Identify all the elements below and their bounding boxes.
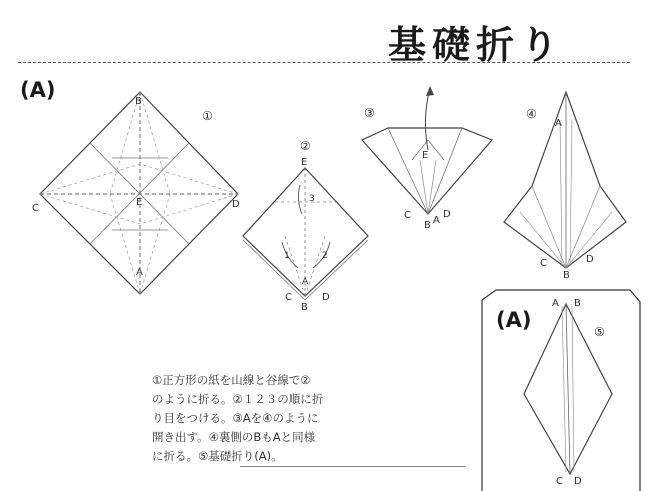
- instruction-line: に折る。⑤基礎折り(A)。: [152, 449, 283, 463]
- step-5-point-c: C: [556, 476, 563, 487]
- instruction-line: のように折る。②１２３の順に折: [152, 392, 324, 406]
- step-3-point-d: D: [443, 209, 451, 220]
- step-2-point-b: B: [301, 302, 308, 313]
- step-1-point-e: E: [136, 197, 143, 208]
- step-3-point-e: E: [422, 150, 429, 161]
- step-2-fold-1: 1: [284, 251, 290, 261]
- bottom-divider: [240, 466, 465, 467]
- step-1-point-c: C: [32, 203, 39, 214]
- step-4-number: ④: [526, 107, 537, 121]
- step-4-diagram: [504, 92, 626, 281]
- step-5-diagram: [524, 298, 612, 487]
- step-1-number: ①: [202, 109, 213, 123]
- step-2-point-e: E: [301, 157, 308, 168]
- section-label-a: (A): [20, 78, 56, 102]
- step-2-fold-2: 2: [322, 251, 328, 261]
- step-4-point-c: C: [540, 258, 547, 269]
- step-1-point-a: A: [136, 267, 143, 278]
- step-3-diagram: [362, 86, 492, 231]
- step-5-point-b: B: [574, 298, 581, 309]
- step-1-diagram: [32, 92, 240, 294]
- section-label-a-result: (A): [496, 308, 532, 332]
- step-2-point-d: D: [322, 292, 330, 303]
- step-3-point-c: C: [404, 210, 411, 221]
- step-5-point-d: D: [574, 476, 582, 487]
- instruction-line: ①正方形の紙を山線と谷線で②: [152, 373, 311, 387]
- instructions-text: [152, 371, 462, 466]
- step-4-point-b: B: [563, 270, 570, 281]
- step-4-point-a: A: [555, 118, 562, 129]
- step-2-point-c: C: [285, 292, 292, 303]
- step-3-number: ③: [364, 106, 375, 120]
- step-2-point-a: A: [302, 277, 309, 287]
- instruction-line: 開き出す。④裏側のBもAと同様: [152, 430, 316, 444]
- page-title: 基礎折り: [388, 22, 565, 67]
- step-3-point-b: B: [424, 220, 431, 231]
- instruction-line: り目をつける。③Aを④のように: [152, 411, 319, 425]
- step-5-number: ⑤: [594, 325, 605, 339]
- step-2-diagram: [243, 139, 368, 313]
- step-3-point-a: A: [433, 215, 440, 226]
- step-2-fold-3: 3: [309, 194, 315, 204]
- step-4-point-d: D: [586, 254, 594, 265]
- step-1-point-d: D: [232, 199, 240, 210]
- step-1-point-b: B: [135, 96, 142, 107]
- step-5-point-a: A: [552, 298, 559, 309]
- step-2-number: ②: [300, 139, 311, 153]
